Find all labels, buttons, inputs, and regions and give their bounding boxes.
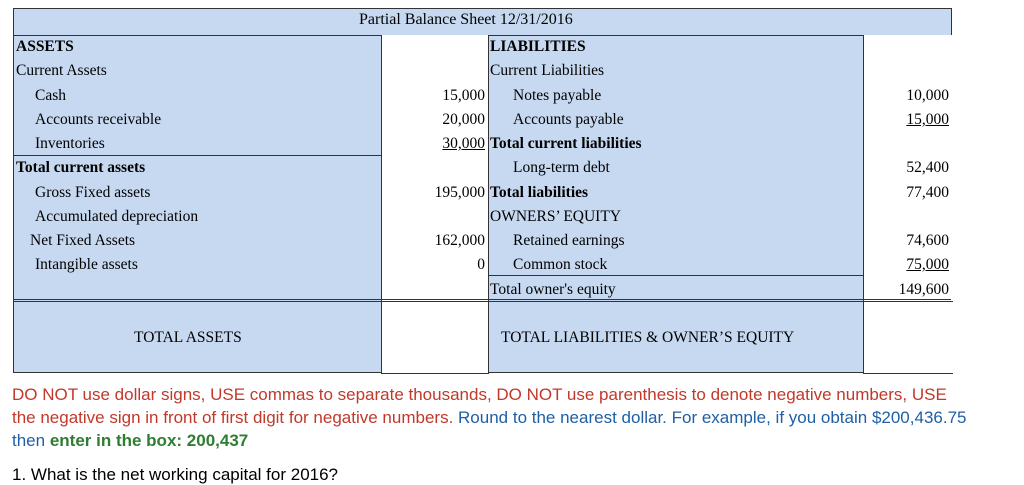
liabilities-divider [488,35,489,301]
total-current-assets-line [14,155,381,156]
total-equity-value: 149,600 [898,281,949,298]
long-term-debt-label: Long-term debt [513,159,610,176]
accounts-payable-label: Accounts payable [513,111,624,128]
total-liabilities-value: 77,400 [906,184,949,201]
ar-label: Accounts receivable [35,111,162,128]
long-term-debt-value: 52,400 [906,159,949,176]
ar-value: 20,000 [442,111,485,128]
gross-fixed-value: 195,000 [434,184,485,201]
retained-earnings-label: Retained earnings [513,232,625,249]
total-liabilities-label: Total liabilities [490,184,589,201]
total-assets-input[interactable] [381,301,489,374]
total-current-assets-label: Total current assets [16,159,146,176]
total-current-liabilities-label: Total current liabilities [490,135,642,152]
notes-payable-value: 10,000 [906,87,949,104]
total-assets-label: TOTAL ASSETS [134,329,242,346]
instructions-blue: Round to the nearest dollar. For example, if you obtain $200,436.75 then [12,408,967,450]
instructions-green: enter in the box: 200,437 [49,431,249,450]
instructions-red: DO NOT use dollar signs, USE commas to separate thousands, DO NOT use parenthesis to denote negative numbers, USE the negative sign in front of first digit for negative numbers. [12,385,947,427]
accum-dep-label: Accumulated depreciation [35,208,199,225]
current-assets-heading: Current Assets [16,62,107,79]
common-stock-label: Common stock [513,256,608,273]
retained-earnings-value: 74,600 [906,232,949,249]
inventories-value: 30,000 [442,135,485,152]
total-liab-equity-label: TOTAL LIABILITIES & OWNER’S EQUITY [501,329,795,346]
cash-value: 15,000 [442,87,485,104]
notes-payable-label: Notes payable [513,87,602,104]
question-text: 1. What is the net working capital for 2016? [12,465,339,484]
sheet-title: Partial Balance Sheet 12/31/2016 [359,11,573,28]
assets-heading: ASSETS [16,38,74,55]
accounts-payable-value: 15,000 [906,111,949,128]
liabilities-heading: LIABILITIES [490,38,586,55]
common-stock-value: 75,000 [906,256,949,273]
current-liabilities-heading: Current Liabilities [490,62,605,79]
equity-line [488,275,863,276]
asset-values-column [381,35,489,301]
gross-fixed-label: Gross Fixed assets [35,184,151,201]
balance-sheet-table [13,8,952,373]
intangible-value: 0 [477,256,485,273]
cash-label: Cash [35,87,66,104]
total-liab-equity-input[interactable] [863,301,953,374]
owners-equity-heading: OWNERS’ EQUITY [490,208,622,225]
inventories-label: Inventories [35,135,105,152]
net-fixed-value: 162,000 [434,232,485,249]
intangible-label: Intangible assets [35,256,138,273]
instructions [12,383,972,452]
net-fixed-label: Net Fixed Assets [30,232,136,249]
total-equity-label: Total owner's equity [490,281,616,298]
